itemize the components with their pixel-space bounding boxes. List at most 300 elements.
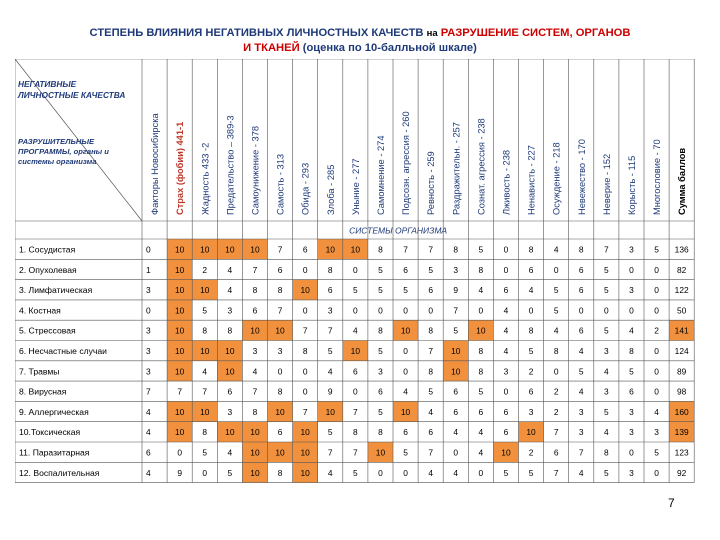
table-cell: 8 [629, 345, 634, 356]
table-cell: 0 [604, 305, 609, 316]
table-cell: 10 [250, 325, 260, 336]
table-cell: 6 [327, 285, 333, 296]
table-cell: 10 [350, 345, 361, 356]
table-cell: 9 [177, 467, 182, 478]
row-label: 11. Паразитарная [19, 447, 90, 458]
row-label: 3. Лимфатическая [19, 285, 93, 296]
table-cell: 0 [403, 345, 408, 356]
column-header: Лживость - 238 [501, 149, 512, 215]
table-cell: 10 [501, 447, 511, 458]
column-header: Жадность 433 -2 [200, 142, 211, 215]
table-cell: 6 [428, 427, 433, 438]
table-cell: 5 [353, 467, 358, 478]
table-cell: 2 [202, 264, 208, 275]
table-cell: 10 [174, 345, 185, 356]
table-cell: 8 [378, 427, 383, 438]
table-cell: 0 [453, 447, 459, 458]
table-cell: 10 [275, 447, 285, 458]
row-label: 9. Аллергическая [19, 406, 89, 417]
table-cell: 10 [200, 406, 210, 417]
table-cell: 10 [250, 427, 260, 438]
column-header: Самоунижение - 378 [250, 125, 261, 215]
table-cell: 2 [528, 366, 534, 377]
table-cell: 0 [403, 305, 408, 316]
table-cell: 8 [227, 325, 233, 336]
table-cell: 160 [674, 406, 689, 417]
table-cell: 0 [578, 305, 584, 316]
table-cell: 7 [403, 244, 408, 255]
table-cell: 10 [451, 345, 461, 356]
table-cell: 4 [578, 467, 584, 478]
column-header: Осуждение - 218 [551, 142, 562, 215]
table-cell: 50 [676, 305, 687, 316]
table-cell: 10 [275, 325, 285, 336]
column-header: Уныние - 277 [350, 158, 361, 215]
table-cell: 3 [252, 345, 258, 356]
column-header: Сознат. агрессия - 238 [476, 118, 487, 215]
table-cell: 5 [403, 447, 408, 458]
table-cell: 5 [227, 467, 233, 478]
table-cell: 0 [403, 467, 408, 478]
table-cell: 10 [225, 366, 235, 377]
column-header: Самомнение - 274 [375, 135, 386, 215]
table-cell: 3 [629, 244, 634, 255]
table-cell: 5 [528, 345, 534, 356]
table-cell: 0 [654, 345, 659, 356]
table-cell: 10 [200, 285, 210, 296]
table-cell: 3 [604, 345, 609, 356]
corner-top-label: НЕГАТИВНЫЕ ЛИЧНОСТНЫЕ КАЧЕСТВА [18, 79, 126, 100]
table-cell: 8 [252, 406, 258, 417]
table-cell: 5 [553, 305, 559, 316]
table-cell: 4 [202, 366, 208, 377]
table-cell: 0 [353, 386, 358, 397]
table-cell: 10 [174, 406, 185, 417]
row-label: 7. Травмы [19, 366, 60, 377]
table-cell: 8 [302, 345, 308, 356]
column-header: Раздражительн. - 257 [451, 122, 462, 215]
table-grid [15, 59, 710, 483]
table-cell: 4 [478, 427, 484, 438]
table-cell: 5 [629, 366, 634, 377]
title-part3: И ТКАНЕЙ [243, 42, 300, 55]
table-cell: 7 [277, 305, 283, 316]
table-cell: 8 [478, 366, 484, 377]
column-header: Предательство – 389-3 [225, 115, 236, 215]
table-cell: 6 [453, 406, 459, 417]
table-cell: 3 [453, 264, 459, 275]
table-cell: 3 [604, 386, 609, 397]
row-label: 12. Воспалительная [19, 467, 100, 478]
table-cell: 6 [302, 244, 308, 255]
column-header: Самость - 313 [275, 153, 286, 215]
table-cell: 8 [202, 325, 208, 336]
column-header: Подсозн. агрессия - 260 [401, 111, 412, 215]
table-cell: 82 [676, 264, 687, 275]
column-header: Злоба - 285 [325, 164, 336, 215]
table-cell: 8 [578, 244, 584, 255]
table-cell: 3 [629, 467, 634, 478]
table-cell: 124 [674, 345, 689, 356]
table-cell: 6 [277, 427, 283, 438]
table-cell: 2 [654, 325, 659, 336]
title-part-na: на [426, 28, 438, 39]
table-cell: 0 [378, 305, 383, 316]
table-cell: 10 [400, 406, 411, 417]
table-cell: 10 [250, 467, 260, 478]
table-cell: 8 [553, 345, 559, 356]
table-cell: 4 [629, 325, 634, 336]
table-cell: 3 [578, 427, 584, 438]
table-cell: 10 [375, 447, 386, 458]
page-title [40, 26, 680, 56]
table-cell: 6 [353, 366, 358, 377]
row-label: 6. Несчастные случаи [19, 345, 107, 356]
table-cell: 0 [654, 366, 659, 377]
table-cell: 7 [553, 427, 559, 438]
table-cell: 10 [400, 325, 411, 336]
column-header: Сумма баллов [677, 147, 688, 215]
column-header: Обида - 293 [300, 162, 311, 215]
table-cell: 10 [174, 285, 185, 296]
influence-table [15, 59, 710, 483]
table-cell: 3 [327, 305, 333, 316]
table-cell: 7 [146, 386, 151, 397]
table-cell: 6 [578, 285, 584, 296]
table-cell: 0 [503, 264, 509, 275]
table-cell: 8 [378, 244, 383, 255]
table-cell: 4 [252, 366, 258, 377]
table-cell: 0 [302, 366, 308, 377]
table-cell: 7 [327, 325, 333, 336]
table-cell: 8 [528, 325, 534, 336]
table-cell: 7 [353, 406, 358, 417]
table-cell: 7 [428, 447, 433, 458]
title-part2: РАЗРУШЕНИЕ СИСТЕМ, ОРГАНОВ [440, 27, 631, 39]
table-cell: 8 [277, 467, 283, 478]
table-cell: 4 [478, 285, 484, 296]
table-cell: 10 [174, 325, 185, 336]
table-cell: 6 [378, 386, 383, 397]
table-cell: 10 [300, 285, 310, 296]
table-cell: 3 [277, 345, 283, 356]
table-cell: 8 [252, 285, 258, 296]
table-cell: 7 [252, 386, 258, 397]
table-cell: 5 [428, 386, 433, 397]
table-cell: 8 [528, 244, 534, 255]
table-cell: 7 [353, 447, 358, 458]
table-cell: 3 [578, 406, 584, 417]
table-cell: 7 [302, 325, 308, 336]
table-cell: 4 [478, 447, 484, 458]
table-cell: 7 [578, 447, 584, 458]
table-cell: 0 [478, 467, 484, 478]
table-cell: 6 [227, 386, 233, 397]
table-cell: 6 [578, 325, 584, 336]
table-cell: 2 [528, 447, 534, 458]
table-cell: 5 [478, 386, 484, 397]
table-cell: 0 [654, 467, 659, 478]
table-cell: 0 [654, 305, 659, 316]
table-cell: 139 [674, 427, 689, 438]
table-cell: 10 [200, 244, 210, 255]
table-cell: 5 [604, 264, 609, 275]
table-cell: 7 [428, 244, 433, 255]
table-cell: 4 [553, 244, 559, 255]
table-cell: 3 [146, 366, 151, 377]
table-cell: 7 [177, 386, 182, 397]
table-cell: 3 [227, 305, 233, 316]
table-cell: 2 [553, 406, 559, 417]
table-cell: 6 [403, 264, 408, 275]
table-cell: 6 [252, 305, 258, 316]
table-cell: 6 [528, 386, 534, 397]
row-label: 2. Опухолевая [19, 264, 77, 275]
table-cell: 7 [277, 244, 283, 255]
table-cell: 10 [350, 244, 361, 255]
table-cell: 8 [478, 345, 484, 356]
table-cell: 4 [428, 467, 433, 478]
column-header: Неверие - 152 [601, 153, 612, 215]
table-cell: 10 [174, 264, 185, 275]
table-cell: 8 [277, 386, 283, 397]
table-cell: 5 [428, 264, 433, 275]
row-label: 4. Костная [19, 305, 61, 316]
table-cell: 0 [654, 285, 659, 296]
table-cell: 7 [553, 467, 559, 478]
table-cell: 6 [578, 264, 584, 275]
table-cell: 4 [604, 366, 609, 377]
table-cell: 4 [503, 345, 509, 356]
table-cell: 0 [302, 386, 308, 397]
table-cell: 0 [629, 264, 634, 275]
table-cell: 10 [476, 325, 486, 336]
table-cell: 4 [503, 325, 509, 336]
systems-subheader: СИСТЕМЫ ОРГАНИЗМА [349, 225, 448, 236]
table-cell: 5 [378, 264, 383, 275]
table-cell: 0 [277, 366, 283, 377]
table-cell: 3 [629, 427, 634, 438]
table-cell: 4 [403, 386, 408, 397]
column-header: Невежество - 170 [576, 139, 587, 215]
table-cell: 10 [300, 467, 310, 478]
table-cell: 6 [277, 264, 283, 275]
table-cell: 4 [503, 305, 509, 316]
table-cell: 4 [227, 264, 233, 275]
table-cell: 10 [225, 345, 235, 356]
table-cell: 3 [146, 285, 151, 296]
table-cell: 0 [302, 264, 308, 275]
table-cell: 4 [146, 467, 151, 478]
table-cell: 2 [553, 386, 559, 397]
table-cell: 3 [378, 366, 383, 377]
table-cell: 0 [302, 305, 308, 316]
table-cell: 3 [503, 366, 509, 377]
table-cell: 136 [674, 244, 689, 255]
table-cell: 141 [674, 325, 689, 336]
table-cell: 10 [325, 244, 335, 255]
table-cell: 0 [177, 447, 182, 458]
table-cell: 9 [327, 386, 333, 397]
table-cell: 5 [403, 285, 408, 296]
table-cell: 5 [604, 406, 609, 417]
table-cell: 10 [174, 366, 185, 377]
table-cell: 10 [451, 366, 461, 377]
table-cell: 5 [378, 345, 383, 356]
table-cell: 4 [528, 285, 534, 296]
table-cell: 4 [654, 406, 659, 417]
table-cell: 5 [478, 244, 484, 255]
table-cell: 0 [146, 305, 151, 316]
table-cell: 1 [146, 264, 151, 275]
table-cell: 7 [202, 386, 208, 397]
table-cell: 7 [327, 447, 333, 458]
table-cell: 9 [453, 285, 459, 296]
table-cell: 0 [428, 305, 433, 316]
table-cell: 7 [604, 244, 609, 255]
table-cell: 98 [676, 386, 687, 397]
table-cell: 6 [503, 427, 509, 438]
table-cell: 10 [325, 406, 335, 417]
table-cell: 8 [327, 264, 333, 275]
table-cell: 0 [378, 467, 383, 478]
column-header: Корысть - 115 [626, 155, 637, 215]
table-cell: 10 [300, 427, 310, 438]
table-cell: 8 [353, 427, 358, 438]
table-cell: 4 [428, 406, 433, 417]
table-cell: 8 [202, 427, 208, 438]
table-cell: 6 [503, 406, 509, 417]
column-header: Многословие - 70 [652, 139, 663, 215]
table-cell: 4 [146, 427, 151, 438]
table-cell: 8 [604, 447, 609, 458]
table-cell: 8 [378, 325, 383, 336]
table-cell: 4 [578, 386, 584, 397]
table-cell: 4 [327, 467, 333, 478]
table-cell: 0 [553, 366, 559, 377]
table-cell: 6 [553, 447, 559, 458]
title-note: (оценка по 10-балльной шкале) [302, 42, 477, 55]
table-cell: 6 [146, 447, 151, 458]
table-cell: 0 [503, 386, 509, 397]
table-cell: 5 [327, 345, 333, 356]
table-cell: 5 [604, 285, 609, 296]
table-cell: 5 [378, 406, 383, 417]
table-cell: 10 [250, 447, 260, 458]
table-cell: 5 [202, 305, 208, 316]
table-cell: 4 [453, 467, 459, 478]
table-cell: 6 [629, 386, 634, 397]
table-cell: 10 [275, 406, 285, 417]
table-cell: 10 [225, 244, 235, 255]
table-cell: 8 [277, 285, 283, 296]
row-label: 1. Сосудистая [19, 244, 76, 255]
table-cell: 7 [428, 345, 433, 356]
table-cell: 6 [528, 264, 534, 275]
table-cell: 5 [327, 427, 333, 438]
table-cell: 6 [453, 386, 459, 397]
table-cell: 6 [503, 285, 509, 296]
table-cell: 0 [629, 305, 634, 316]
row-label: 5. Стрессовая [19, 325, 76, 336]
column-header: Ревность - 259 [426, 151, 437, 215]
page-number: 7 [668, 496, 675, 510]
table-cell: 0 [629, 447, 634, 458]
table-cell: 92 [676, 467, 687, 478]
title-part1: СТЕПЕНЬ ВЛИЯНИЯ НЕГАТИВНЫХ ЛИЧНОСТНЫХ КАЧЕСТВ [89, 27, 424, 39]
table-cell: 4 [353, 325, 358, 336]
table-cell: 8 [428, 325, 433, 336]
table-cell: 4 [327, 366, 333, 377]
table-cell: 5 [353, 285, 358, 296]
table-cell: 5 [503, 467, 509, 478]
table-cell: 5 [528, 467, 534, 478]
table-cell: 8 [428, 366, 433, 377]
table-cell: 5 [453, 325, 459, 336]
table-cell: 3 [629, 406, 634, 417]
table-cell: 4 [146, 406, 151, 417]
table-cell: 0 [503, 244, 509, 255]
table-cell: 123 [674, 447, 689, 458]
table-cell: 10 [250, 244, 260, 255]
table-cell: 0 [146, 244, 151, 255]
table-cell: 10 [174, 305, 185, 316]
table-cell: 8 [478, 264, 484, 275]
table-cell: 0 [553, 264, 559, 275]
table-cell: 7 [252, 264, 258, 275]
table-cell: 0 [528, 305, 534, 316]
table-cell: 0 [478, 305, 484, 316]
table-cell: 7 [453, 305, 459, 316]
table-cell: 5 [202, 447, 208, 458]
table-cell: 0 [403, 366, 408, 377]
table-cell: 10 [225, 427, 235, 438]
table-cell: 4 [553, 325, 559, 336]
table-cell: 3 [146, 345, 151, 356]
table-cell: 3 [654, 427, 659, 438]
table-cell: 0 [353, 264, 358, 275]
table-cell: 3 [146, 325, 151, 336]
table-cell: 8 [453, 244, 459, 255]
table-cell: 6 [428, 285, 433, 296]
table-cell: 10 [200, 345, 210, 356]
table-cell: 5 [654, 244, 659, 255]
corner-bottom-label: РАЗРУШИТЕЛЬНЫЕ ПРОГРАММЫ, органы и системы организма [18, 137, 109, 166]
table-cell: 5 [654, 447, 659, 458]
table-cell: 3 [629, 285, 634, 296]
table-cell: 3 [227, 406, 233, 417]
table-cell: 0 [654, 264, 659, 275]
table-cell: 0 [353, 305, 358, 316]
table-cell: 0 [654, 386, 659, 397]
table-cell: 5 [553, 285, 559, 296]
table-cell: 4 [227, 285, 233, 296]
table-cell: 6 [478, 406, 484, 417]
row-label: 8. Вирусная [19, 386, 67, 397]
table-cell: 0 [202, 467, 208, 478]
table-cell: 4 [453, 427, 459, 438]
table-cell: 4 [578, 345, 584, 356]
table-cell: 10 [300, 447, 310, 458]
table-cell: 7 [302, 406, 308, 417]
table-cell: 89 [676, 366, 687, 377]
table-cell: 5 [378, 285, 383, 296]
column-header: Факторы Новосибирска [150, 113, 161, 215]
table-cell: 4 [604, 427, 609, 438]
table-cell: 5 [604, 467, 609, 478]
table-cell: 5 [604, 325, 609, 336]
table-cell: 5 [578, 366, 584, 377]
